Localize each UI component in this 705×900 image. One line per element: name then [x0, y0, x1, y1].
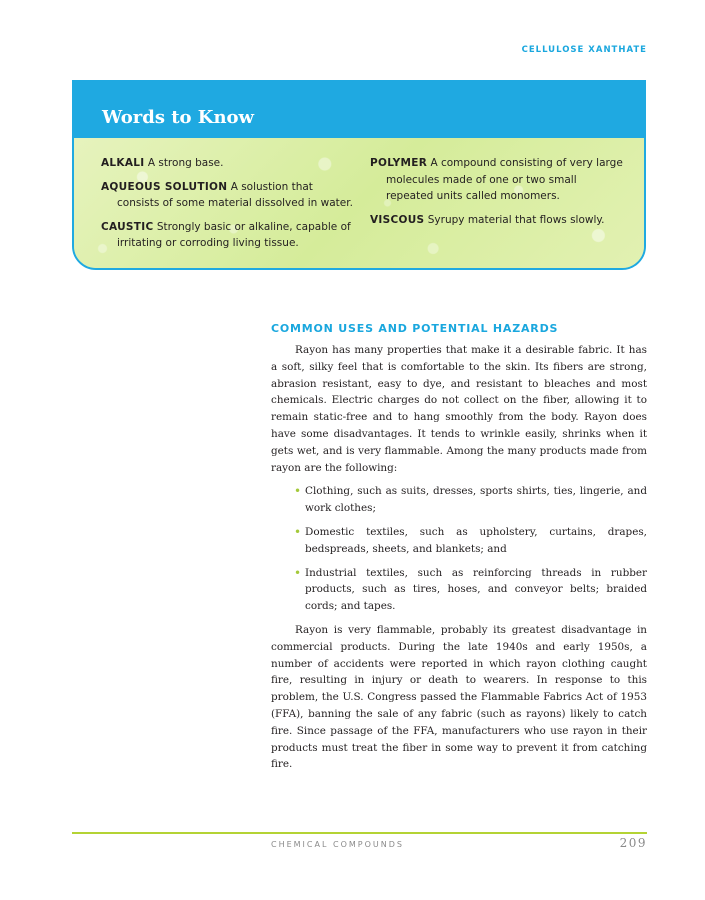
list-item-text: Domestic textiles, such as upholstery, curtains, drapes, bedspreads, sheets, and blankets; and — [305, 525, 647, 555]
glossary-term — [101, 179, 356, 212]
term-word: CAUSTIC — [101, 220, 154, 233]
words-to-know-header — [74, 82, 644, 138]
glossary-term — [370, 212, 625, 229]
main-content — [271, 322, 647, 773]
glossary-column-left — [101, 155, 356, 259]
list-item — [294, 483, 647, 517]
bullet-icon: • — [294, 484, 302, 499]
glossary-term — [370, 155, 625, 205]
list-item-text: Clothing, such as suits, dresses, sports shirts, ties, lingerie, and work clothes; — [305, 485, 647, 515]
term-definition: Syrupy material that flows slowly. — [427, 213, 605, 226]
term-word: ALKALI — [101, 157, 145, 169]
list-item-text: Industrial textiles, such as reinforcing threads in rubber products, such as tires, hoses, and conveyor belts; braided cords; and tapes. — [305, 566, 647, 613]
body-paragraph: Rayon is very flammable, probably its greatest disadvantage in commercial products. During the late 1940s and early 1950s, a number of accidents were reported in which rayon clothing caught fire, resulting in injury or death to wearers. In response to this problem, the U.S. Congress passed the Flammable Fabrics Act of 1953 (FFA), banning the sale of any fabric (such as rayons) likely to catch fire. Since passage of the FFA, manufacturers who use rayon in their products must treat the fiber in some way to prevent it from catching fire. — [271, 623, 647, 771]
section-heading: COMMON USES AND POTENTIAL HAZARDS — [271, 322, 559, 335]
body-paragraph: Rayon has many properties that make it a desirable fabric. It has a soft, silky feel that is comfortable to the skin. Its fibers are strong, abrasion resistant, easy to dye, and resistant to bleaches and most chemicals. Electric charges do not collect on the fiber, allowing it to remain static-free and to hang smoothly from the body. Rayon does have some disadvantages. It tends to wrinkle easily, shrinks when it gets wet, and is very flammable. Among the many products made from rayon are the following: — [271, 344, 647, 474]
bullet-list — [271, 483, 647, 615]
words-to-know-title: Words to Know — [102, 107, 255, 128]
glossary-column-right — [370, 155, 625, 235]
glossary-term — [101, 219, 356, 252]
term-definition: A strong base. — [147, 157, 224, 169]
footer-book-title: CHEMICAL COMPOUNDS — [271, 840, 404, 849]
bullet-icon: • — [294, 565, 302, 580]
term-word: AQUEOUS SOLUTION — [101, 180, 228, 193]
term-definition: Strongly basic or alkaline, capable of irritating or corroding living tissue. — [117, 220, 351, 249]
term-definition: A solustion that consists of some material dissolved in water. — [117, 180, 353, 209]
term-word: POLYMER — [370, 157, 428, 169]
words-to-know-box — [72, 80, 646, 270]
running-head: CELLULOSE XANTHATE — [521, 45, 647, 55]
term-definition: A compound consisting of very large molecules made of one or two small repeated units called monomers. — [386, 157, 623, 202]
bullet-icon: • — [294, 524, 302, 539]
page-number: 209 — [619, 836, 647, 850]
list-item — [294, 565, 647, 615]
glossary-term — [101, 155, 356, 172]
words-to-know-body — [74, 138, 644, 268]
term-word: VISCOUS — [370, 213, 425, 226]
list-item — [294, 524, 647, 558]
footer-rule — [72, 832, 647, 834]
